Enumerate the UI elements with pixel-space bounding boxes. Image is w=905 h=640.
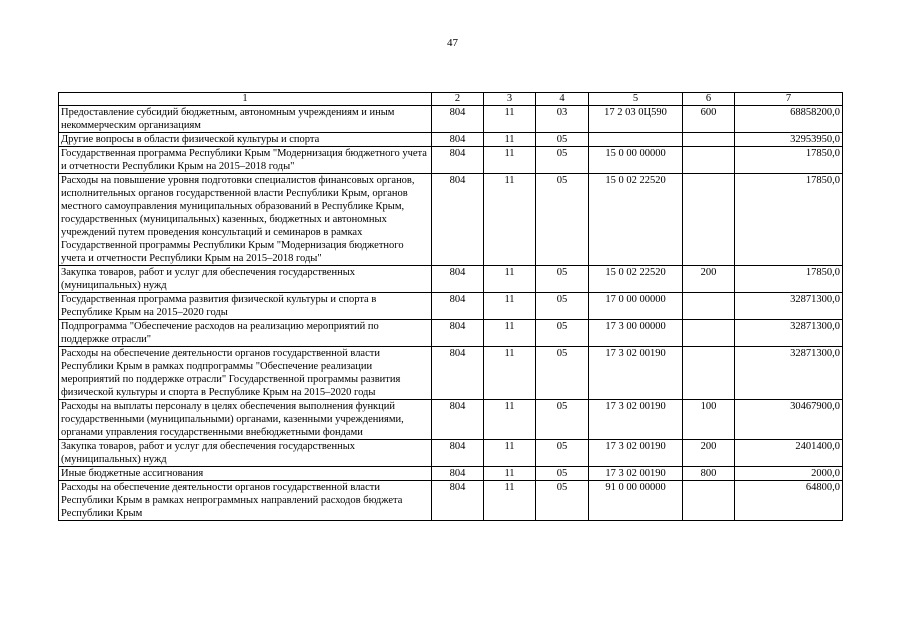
- table-row: [59, 293, 843, 320]
- row-code-6: 600: [683, 106, 735, 133]
- row-code-5: 17 2 03 0Ц590: [589, 106, 683, 133]
- budget-table: [58, 92, 843, 521]
- row-code-3: 11: [484, 147, 536, 174]
- col-header-1: 1: [59, 93, 432, 106]
- row-amount: 32871300,0: [735, 293, 843, 320]
- row-amount: 17850,0: [735, 266, 843, 293]
- row-code-3: 11: [484, 347, 536, 400]
- col-header-2: 2: [432, 93, 484, 106]
- col-header-3: 3: [484, 93, 536, 106]
- row-amount: 68858200,0: [735, 106, 843, 133]
- col-header-7: 7: [735, 93, 843, 106]
- table-row: [59, 266, 843, 293]
- row-code-2: 804: [432, 467, 484, 481]
- row-code-3: 11: [484, 106, 536, 133]
- row-amount: 64800,0: [735, 481, 843, 521]
- table-row: [59, 320, 843, 347]
- row-code-4: 05: [536, 440, 589, 467]
- row-code-3: 11: [484, 320, 536, 347]
- row-code-5: 15 0 02 22520: [589, 174, 683, 266]
- row-code-2: 804: [432, 400, 484, 440]
- row-code-6: 200: [683, 266, 735, 293]
- row-code-6: [683, 174, 735, 266]
- row-code-2: 804: [432, 440, 484, 467]
- row-code-5: 17 3 02 00190: [589, 467, 683, 481]
- row-code-4: 05: [536, 174, 589, 266]
- row-code-3: 11: [484, 133, 536, 147]
- table-row: [59, 400, 843, 440]
- row-code-3: 11: [484, 293, 536, 320]
- row-name: Государственная программа развития физической культуры и спорта в Республике Крым на 2015–2020 годы: [59, 293, 432, 320]
- table-row: [59, 467, 843, 481]
- row-code-5: 17 3 02 00190: [589, 347, 683, 400]
- row-code-6: 800: [683, 467, 735, 481]
- row-code-4: 05: [536, 320, 589, 347]
- table-row: [59, 440, 843, 467]
- row-name: Предоставление субсидий бюджетным, автономным учреждениям и иным некоммерческим организациям: [59, 106, 432, 133]
- row-code-4: 05: [536, 400, 589, 440]
- row-code-3: 11: [484, 481, 536, 521]
- row-amount: 30467900,0: [735, 400, 843, 440]
- row-code-3: 11: [484, 174, 536, 266]
- row-code-4: 05: [536, 481, 589, 521]
- row-code-6: [683, 133, 735, 147]
- col-header-4: 4: [536, 93, 589, 106]
- row-code-4: 05: [536, 133, 589, 147]
- row-code-3: 11: [484, 266, 536, 293]
- row-code-5: 17 0 00 00000: [589, 293, 683, 320]
- row-code-5: 15 0 02 22520: [589, 266, 683, 293]
- row-name: Закупка товаров, работ и услуг для обеспечения государственных (муниципальных) нужд: [59, 266, 432, 293]
- row-code-5: 17 3 02 00190: [589, 440, 683, 467]
- row-code-6: [683, 147, 735, 174]
- row-code-4: 05: [536, 147, 589, 174]
- row-name: Расходы на обеспечение деятельности органов государственной власти Республики Крым в рамках подпрограммы "Обеспечение реализации мероприятий по поддержке отрасли" Государственной программы развития физической культуры и спорта в Республике Крым на 2015–2020 годы: [59, 347, 432, 400]
- row-name: Подпрограмма "Обеспечение расходов на реализацию мероприятий по поддержке отрасли": [59, 320, 432, 347]
- row-code-2: 804: [432, 133, 484, 147]
- row-code-2: 804: [432, 106, 484, 133]
- row-code-5: 15 0 00 00000: [589, 147, 683, 174]
- row-code-2: 804: [432, 481, 484, 521]
- col-header-6: 6: [683, 93, 735, 106]
- row-code-6: [683, 347, 735, 400]
- row-name: Расходы на выплаты персоналу в целях обеспечения выполнения функций государственными (муниципальными) органами, казенными учреждениями, органами управления государственными внебюджетными фондами: [59, 400, 432, 440]
- row-code-5: [589, 133, 683, 147]
- row-name: Другие вопросы в области физической культуры и спорта: [59, 133, 432, 147]
- row-code-3: 11: [484, 440, 536, 467]
- row-name: Иные бюджетные ассигнования: [59, 467, 432, 481]
- row-amount: 32871300,0: [735, 347, 843, 400]
- row-code-4: 03: [536, 106, 589, 133]
- table-row: [59, 174, 843, 266]
- row-code-5: 17 3 00 00000: [589, 320, 683, 347]
- table-row: [59, 347, 843, 400]
- row-name: Расходы на обеспечение деятельности органов государственной власти Республики Крым в рамках непрограммных направлений расходов бюджета Республики Крым: [59, 481, 432, 521]
- row-code-3: 11: [484, 467, 536, 481]
- table-row: [59, 133, 843, 147]
- row-name: Расходы на повышение уровня подготовки специалистов финансовых органов, исполнительных органов государственной власти Республики Крым, органов местного самоуправления муниципальных образований в Республике Крым, государственных (муниципальных) казенных, бюджетных и автономных учреждений путем проведения консультаций и семинаров в рамках Государственной программы Республики Крым "Модернизация бюджетного учета и отчетности Республики Крым на 2015–2018 годы": [59, 174, 432, 266]
- row-name: Закупка товаров, работ и услуг для обеспечения государственных (муниципальных) нужд: [59, 440, 432, 467]
- row-code-4: 05: [536, 293, 589, 320]
- table-row: [59, 147, 843, 174]
- table-row: [59, 481, 843, 521]
- row-code-5: 17 3 02 00190: [589, 400, 683, 440]
- row-code-2: 804: [432, 293, 484, 320]
- page-number: 47: [447, 37, 458, 49]
- row-code-2: 804: [432, 174, 484, 266]
- row-code-2: 804: [432, 147, 484, 174]
- row-code-6: [683, 481, 735, 521]
- row-amount: 2000,0: [735, 467, 843, 481]
- row-code-6: [683, 320, 735, 347]
- row-code-4: 05: [536, 266, 589, 293]
- row-amount: 17850,0: [735, 174, 843, 266]
- table-row: [59, 106, 843, 133]
- row-code-2: 804: [432, 266, 484, 293]
- row-code-5: 91 0 00 00000: [589, 481, 683, 521]
- header-row: [59, 93, 843, 106]
- row-name: Государственная программа Республики Крым "Модернизация бюджетного учета и отчетности Республики Крым на 2015–2018 годы": [59, 147, 432, 174]
- row-code-2: 804: [432, 347, 484, 400]
- col-header-5: 5: [589, 93, 683, 106]
- row-code-4: 05: [536, 347, 589, 400]
- row-amount: 32871300,0: [735, 320, 843, 347]
- row-code-2: 804: [432, 320, 484, 347]
- row-code-4: 05: [536, 467, 589, 481]
- row-amount: 2401400,0: [735, 440, 843, 467]
- row-code-6: 100: [683, 400, 735, 440]
- row-amount: 32953950,0: [735, 133, 843, 147]
- row-code-6: 200: [683, 440, 735, 467]
- row-code-6: [683, 293, 735, 320]
- row-code-3: 11: [484, 400, 536, 440]
- row-amount: 17850,0: [735, 147, 843, 174]
